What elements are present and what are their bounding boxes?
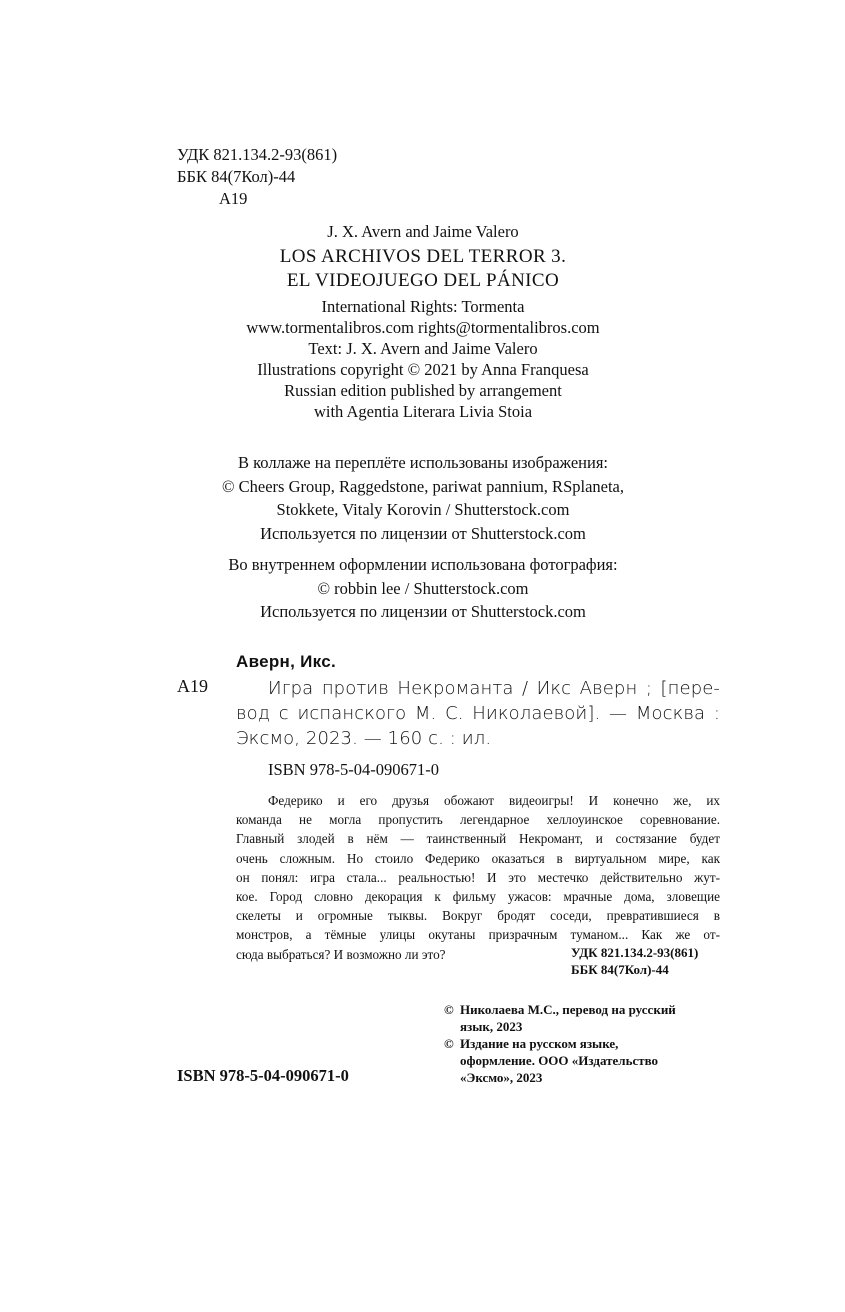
bibliographic-description <box>236 676 720 751</box>
copyright-item-edition <box>444 1035 734 1086</box>
copyright-line: язык, 2023 <box>460 1019 523 1034</box>
original-edition-credits <box>130 221 716 422</box>
description-line: Эксмо, 2023. — 160 с. : ил. <box>236 728 492 749</box>
rights-line: with Agentia Literara Livia Stoia <box>313 402 533 421</box>
annotation-line: скелеты и огромные тыквы. Вокруг бродят соседи, превратившиеся в <box>236 908 720 924</box>
original-title-line: LOS ARCHIVOS DEL TERROR 3. <box>279 246 567 267</box>
rights-line: Illustrations copyright © 2021 by Anna Franquesa <box>257 360 589 379</box>
rights-line: Text: J. X. Avern and Jaime Valero <box>308 339 538 358</box>
copyright-line: Николаева М.С., перевод на русский <box>460 1002 676 1017</box>
bottom-isbn: ISBN 978-5-04-090671-0 <box>177 1066 349 1085</box>
inner-photo-line: Используется по лицензии от Shutterstock.com <box>260 602 586 621</box>
copyright-block <box>444 1001 734 1086</box>
inner-photo-credits <box>130 553 716 624</box>
copyright-line: «Эксмо», 2023 <box>460 1070 543 1085</box>
bottom-udk-code: УДК 821.134.2-93(861) <box>571 945 699 960</box>
annotation-line: сюда выбраться? И возможно ли это? <box>236 946 446 962</box>
copyright-line: оформление. ООО «Издательство <box>460 1053 659 1068</box>
copyright-line: Издание на русском языке, <box>460 1036 619 1051</box>
description-line: Игра против Некроманта / Икс Аверн ; [пере- <box>268 678 720 699</box>
bibliographic-isbn: ISBN 978-5-04-090671-0 <box>268 760 439 779</box>
original-title-line: EL VIDEOJUEGO DEL PÁNICO <box>286 270 560 291</box>
bottom-classification-block <box>571 944 698 978</box>
annotation-line: монстров, а тёмные улицы окутаны призрачным туманом... Как же от- <box>236 927 720 943</box>
annotation-line: Главный злодей в нём — таинственный Некромант, и состязание будет <box>236 831 720 847</box>
annotation <box>236 791 720 964</box>
copyright-symbol: © <box>444 1002 454 1017</box>
inner-photo-line: Во внутреннем оформлении использована фотография: <box>228 555 618 574</box>
rights-line: International Rights: Tormenta <box>321 297 525 316</box>
collage-line: Stokkete, Vitaly Korovin / Shutterstock.com <box>276 500 570 519</box>
original-authors: J. X. Avern and Jaime Valero <box>327 222 519 241</box>
copyright-symbol: © <box>444 1036 454 1051</box>
annotation-line: кое. Город словно декорация к фильму ужасов: мрачные дома, зловещие <box>236 889 720 905</box>
cover-collage-credits <box>130 451 716 545</box>
copyright-item-translation <box>444 1001 734 1035</box>
collage-line: Используется по лицензии от Shutterstock.com <box>260 523 586 543</box>
annotation-line: очень сложным. Но стоило Федерико оказаться в виртуальном мире, как <box>236 850 720 866</box>
inner-photo-line: © robbin lee / Shutterstock.com <box>317 578 529 598</box>
bottom-bbk-code: ББК 84(7Кол)-44 <box>571 962 669 977</box>
annotation-line: он понял: игра стала... реальностью! И это местечко действительно жут- <box>236 869 720 885</box>
author-sign: А19 <box>219 189 248 208</box>
collage-line: В коллаже на переплёте использованы изображения: <box>237 453 608 472</box>
collage-line: © Cheers Group, Raggedstone, pariwat pannium, RSplaneta, <box>221 476 625 496</box>
annotation-line: команда не могла пропустить легендарное хеллоуинское соревнование. <box>236 812 720 828</box>
udk-code: УДК 821.134.2-93(861) <box>177 145 338 164</box>
rights-line: Russian edition published by arrangement <box>284 381 562 400</box>
annotation-line: Федерико и его друзья обожают видеоигры! И конечно же, их <box>268 793 720 808</box>
bbk-code: ББК 84(7Кол)-44 <box>177 167 296 186</box>
rights-line: www.tormentalibros.com rights@tormentalibros.com <box>246 318 600 337</box>
bibliographic-author-heading: Аверн, Икс. <box>236 652 337 671</box>
classification-block <box>177 144 337 210</box>
bibliographic-author-sign: А19 <box>177 676 208 696</box>
description-line: вод с испанского М. С. Николаевой]. — Москва : <box>236 703 720 724</box>
